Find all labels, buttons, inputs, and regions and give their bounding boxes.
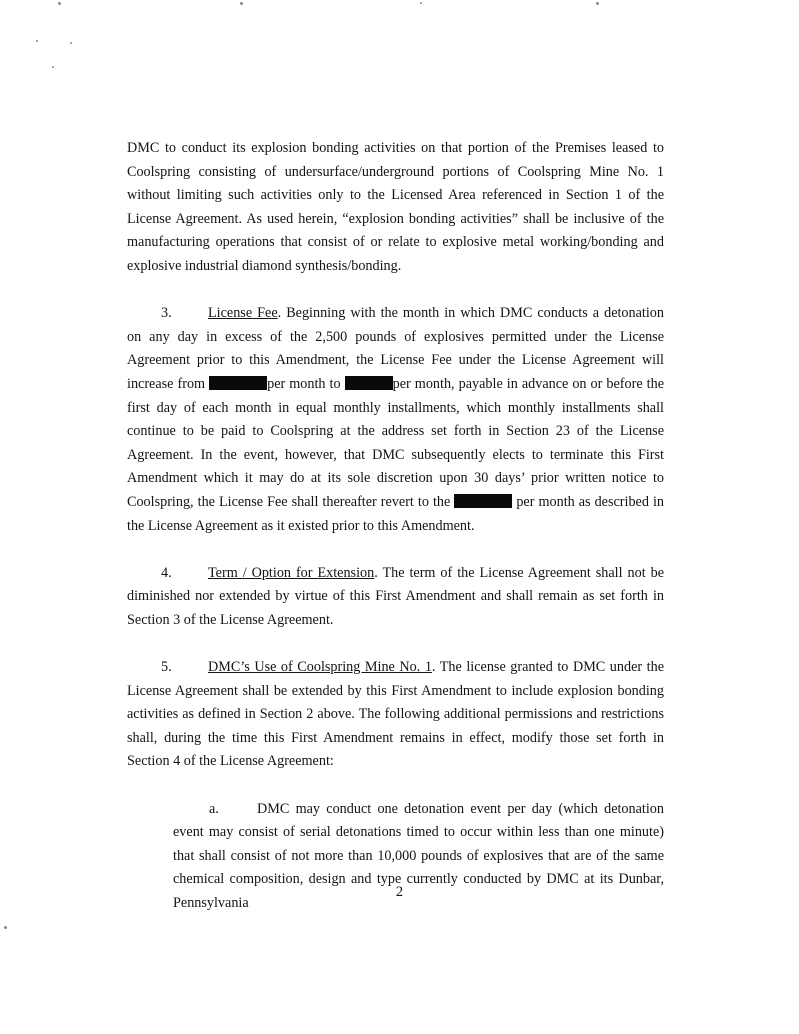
section-text: . The license granted to DMC under the License Agreement shall be extended by this First Amendment to include explosion bonding activities as defined in Section 2 above. The following additional permissions and restrictions shall, during the time this First Amendment remains in effect, modify those set forth in Section 4 of the License Agreement: xyxy=(127,659,664,770)
section-heading: DMC’s Use of Coolspring Mine No. 1 xyxy=(208,659,432,676)
subparagraph-label: a. xyxy=(209,800,219,817)
redaction-block xyxy=(209,376,267,390)
section-heading: License Fee xyxy=(208,305,278,322)
scan-speck xyxy=(596,2,599,5)
redaction-block xyxy=(454,494,512,508)
paragraph-section-4 xyxy=(127,562,664,633)
scan-speck xyxy=(420,2,422,4)
scan-speck xyxy=(240,2,243,5)
section-text: per month as described in the License Agreement as it existed prior to this Amendment. xyxy=(127,493,665,534)
paragraph-section-2-continued: DMC to conduct its explosion bonding activities on that portion of the Premises leased to Coolspring consisting of undersurface/underground portions of Coolspring Mine No. 1 without limiting such activities only to the Licensed Area referenced in Section 1 of the License Agreement. As used herein, “explosion bonding activities” shall be inclusive of the manufacturing operations that consist of or relate to explosive metal working/bonding and explosive industrial diamond synthesis/bonding. xyxy=(127,140,664,274)
scan-speck xyxy=(52,66,54,68)
page-number: 2 xyxy=(395,884,404,900)
scan-speck xyxy=(36,40,38,42)
scan-speck xyxy=(70,42,72,44)
paragraph-section-5 xyxy=(127,656,664,774)
section-heading: Term / Option for Extension xyxy=(208,564,375,581)
section-text: per month, payable in advance on or before the first day of each month in equal monthly installments, which monthly installments shall continue to be paid to Coolspring at the address set forth in Section 23 of the License Agreement. In the event, however, that DMC subsequently elects to terminate this First Amendment which it may do at its sole discretion upon 30 days’ prior written notice to Coolspring, the License Fee shall thereafter revert to the xyxy=(127,375,664,510)
section-number: 5. xyxy=(161,659,172,676)
paragraph-section-3 xyxy=(127,302,664,538)
scan-speck xyxy=(4,926,7,929)
section-number: 4. xyxy=(161,564,172,581)
scan-speck xyxy=(58,2,61,5)
document-body xyxy=(127,137,664,916)
subparagraph-text: DMC may conduct one detonation event per day (which detonation event may consist of serial detonations timed to occur within less than one minute) that shall consist of not more than 10,000 pounds of explosives that are of the same chemical composition, design and type currently conducted by DMC at its Dunbar, Pennsylvania xyxy=(173,800,664,911)
section-number: 3. xyxy=(161,305,172,322)
section-text: . The term of the License Agreement shall not be diminished nor extended by virtue of this First Amendment and shall remain as set forth in Section 3 of the License Agreement. xyxy=(127,564,664,628)
section-text: . Beginning with the month in which DMC conducts a detonation on any day in excess of the 2,500 pounds of explosives permitted under the License Agreement prior to this Amendment, the License Fee under the License Agreement will increase from xyxy=(127,305,664,392)
redaction-block xyxy=(345,376,393,390)
section-text: per month to xyxy=(267,375,345,392)
